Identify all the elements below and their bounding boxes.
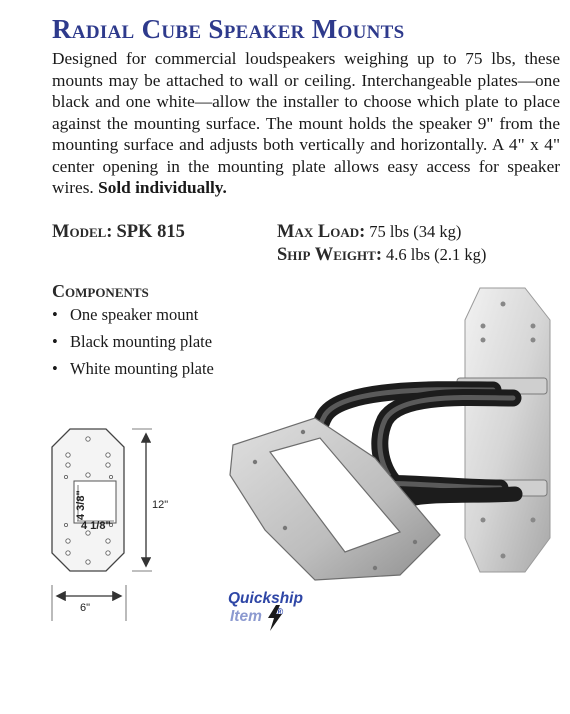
components-heading: Components: [52, 281, 149, 301]
width-label: 6": [80, 602, 91, 614]
description-text: Designed for commercial loudspeakers weighing up to 75 lbs, these mounts may be attached to wall or ceiling. Interchangeable plates—one black and one white—allow the installer to choose which plate to place against the mounting surface. The mount holds the speaker 9" from the mounting surface and adjusts both vertically and horizontally. A 4" x 4" center opening in the mounting plate allows easy access for speaker wires.: [52, 49, 560, 197]
wall-plate: [465, 288, 550, 572]
max-load-label: Max Load:: [277, 222, 366, 242]
description-emphasis: Sold individually.: [98, 178, 227, 197]
height-label: 12": [152, 499, 169, 511]
product-description: [52, 48, 560, 199]
ship-weight-label: Ship Weight:: [277, 245, 382, 265]
max-load-spec: [277, 222, 461, 243]
speaker-mount-illustration: [225, 280, 560, 585]
list-item: [52, 359, 214, 386]
component-label: One speaker mount: [70, 305, 199, 324]
components-list: [52, 305, 214, 386]
bullet-icon: •: [52, 359, 58, 378]
plate-dimension-diagram: [40, 425, 190, 625]
registered-mark: ®: [275, 607, 284, 618]
model-spec: [52, 222, 185, 243]
opening-height-label: 4 3/8": [75, 490, 87, 520]
lightning-bolt-icon: [266, 605, 284, 631]
component-label: Black mounting plate: [70, 332, 213, 351]
max-load-value: 75 lbs (34 kg): [369, 222, 462, 241]
model-value: SPK 815: [116, 222, 185, 242]
opening-width-label: 4 1/8": [81, 520, 111, 532]
model-label: Model:: [52, 222, 113, 242]
component-label: White mounting plate: [70, 359, 214, 378]
list-item: [52, 332, 214, 359]
ship-weight-value: 4.6 lbs (2.1 kg): [385, 245, 487, 264]
item-label: Item: [230, 608, 262, 626]
ship-weight-spec: [277, 245, 486, 266]
list-item: [52, 305, 214, 332]
quickship-badge: [228, 590, 303, 626]
quickship-label: Quickship: [228, 590, 303, 607]
bullet-icon: •: [52, 305, 58, 324]
bullet-icon: •: [52, 332, 58, 351]
page-title: Radial Cube Speaker Mounts: [52, 14, 405, 44]
